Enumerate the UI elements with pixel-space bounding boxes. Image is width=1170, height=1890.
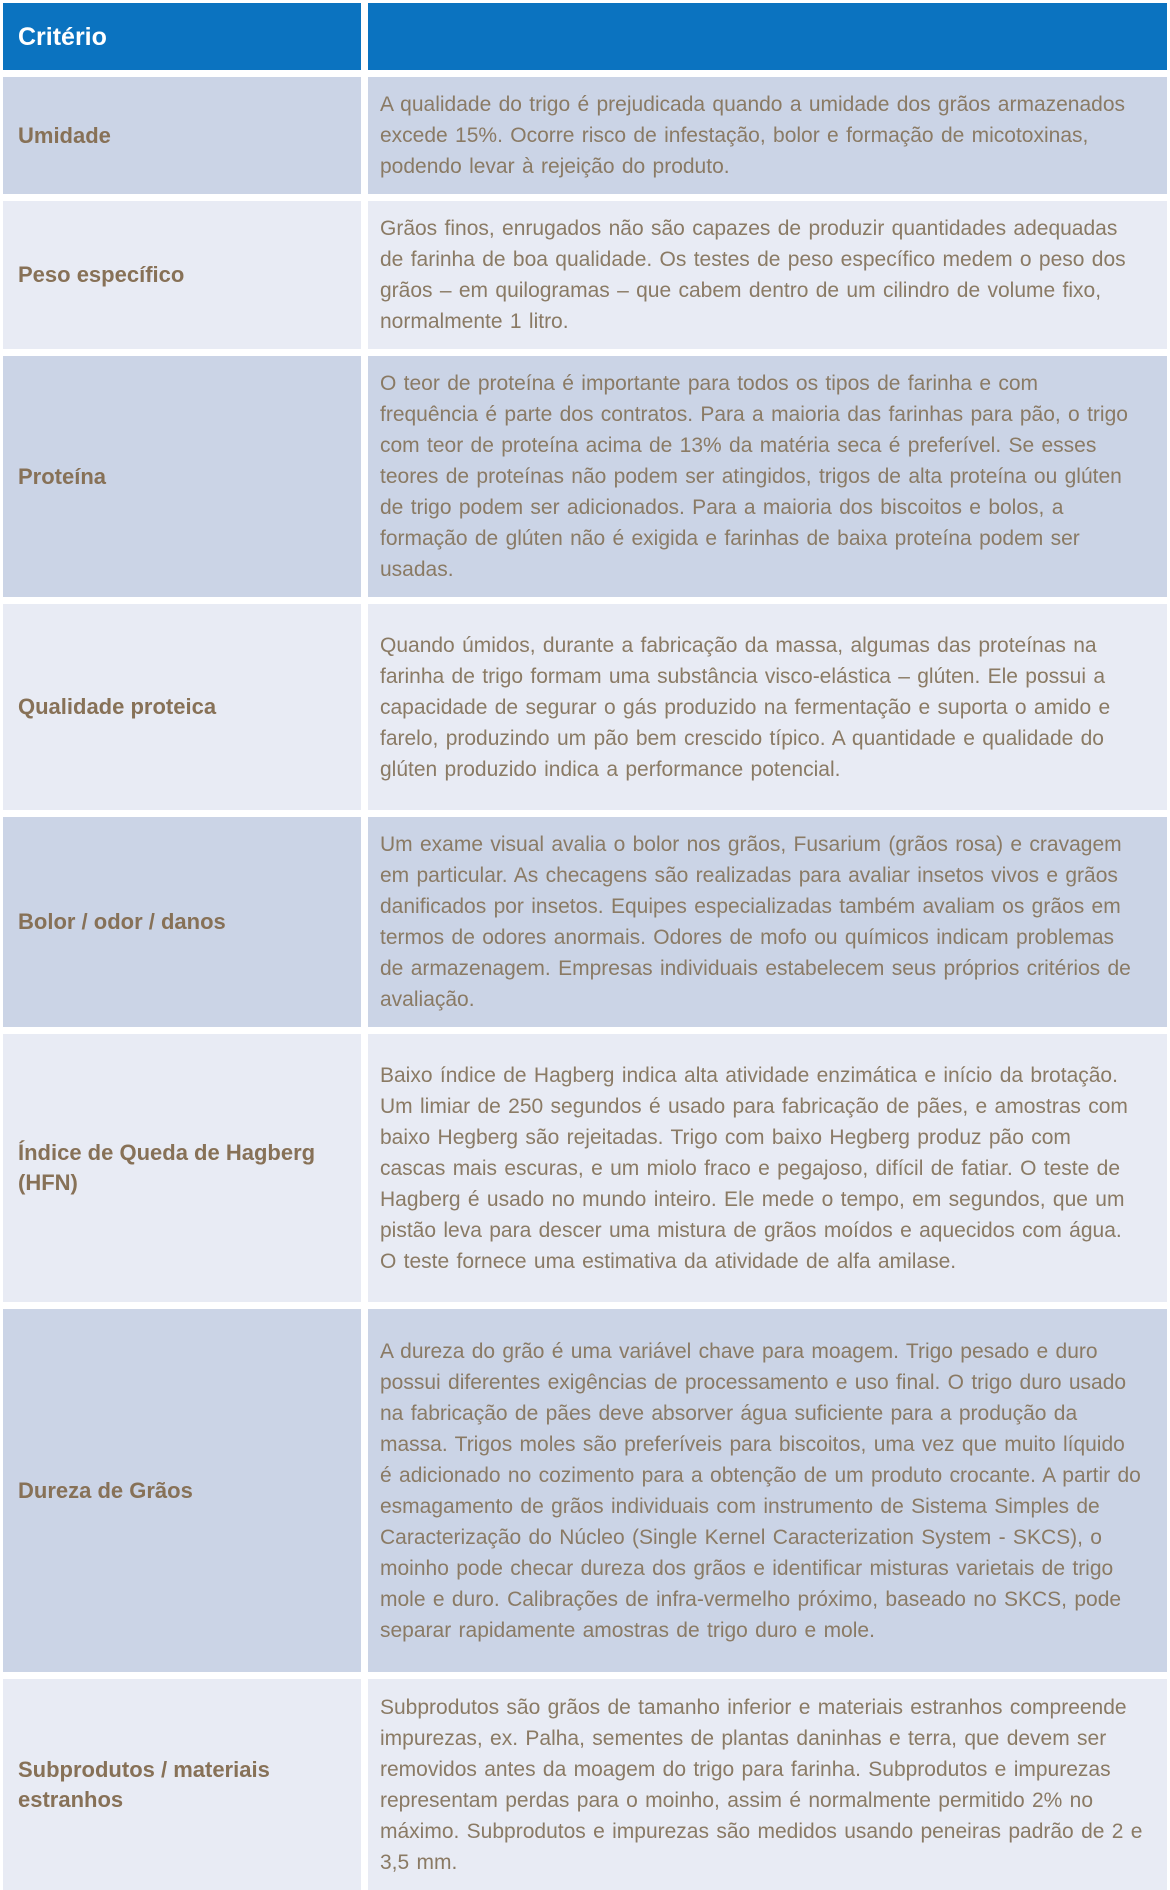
criterion-label: Peso específico xyxy=(18,262,185,287)
table-row xyxy=(3,1034,1167,1302)
table-row xyxy=(3,77,1167,194)
criterion-cell xyxy=(3,604,361,810)
description-text: A dureza do grão é uma variável chave para moagem. Trigo pesado e duro possui diferentes exigências de processamento e uso final. O trigo duro usado na fabricação de pães deve absorver água suficiente para a produção da massa. Trigos moles são preferíveis para biscoitos, uma vez que muito líquido é adicionado no cozimento para a obtenção de um produto crocante. A partir do esmagamento de grãos individuais com instrumento de Sistema Simples de Caracterização do Núcleo (Single Kernel Caracterization System - SKCS), o moinho pode checar dureza dos grãos e identificar misturas varietais de trigo mole e duro. Calibrações de infra-vermelho próximo, baseado no SKCS, pode separar rapidamente amostras de trigo duro e mole. xyxy=(380,1339,1141,1642)
description-cell xyxy=(368,817,1167,1027)
criterion-cell xyxy=(3,1679,361,1890)
criterion-cell xyxy=(3,817,361,1027)
criterion-cell xyxy=(3,201,361,349)
header-criterion-label: Critério xyxy=(18,22,107,51)
description-cell xyxy=(368,604,1167,810)
table-row xyxy=(3,201,1167,349)
criterion-label: Proteína xyxy=(18,463,107,489)
table-row xyxy=(3,1309,1167,1672)
table-header-row xyxy=(3,3,1167,70)
header-description-cell xyxy=(368,3,1167,70)
table-row xyxy=(3,1679,1167,1890)
criterion-label: Umidade xyxy=(18,122,111,148)
description-text: A qualidade do trigo é prejudicada quando a umidade dos grãos armazenados excede 15%. Ocorre risco de infestação, bolor e formação de micotoxinas, podendo levar à rejeição do produto. xyxy=(380,93,1126,178)
description-text: O teor de proteína é importante para todos os tipos de farinha e com frequência é parte dos contratos. Para a maioria das farinhas para pão, o trigo com teor de proteína acima de 13% da matéria seca é preferível. Se esses teores de proteínas não podem ser atingidos, trigos de alta proteína ou glúten de trigo podem ser adicionados. Para a maioria dos biscoitos e bolos, a formação de glúten não é exigida e farinhas de baixa proteína podem ser usadas. xyxy=(380,372,1128,581)
criterion-label: Índice de Queda de Hagberg (HFN) xyxy=(18,1140,316,1195)
description-text: Um exame visual avalia o bolor nos grãos, Fusarium (grãos rosa) e cravagem em particular. As checagens são realizadas para avaliar insetos vivos e grãos danificados por insetos. Equipes especializadas também avaliam os grãos em termos de odores anormais. Odores de mofo ou químicos indicam problemas de armazenagem. Empresas individuais estabelecem seus próprios critérios de avaliação. xyxy=(380,833,1131,1011)
description-cell xyxy=(368,1309,1167,1672)
description-text: Grãos finos, enrugados não são capazes de produzir quantidades adequadas de farinha de boa qualidade. Os testes de peso específico medem o peso dos grãos – em quilogramas – que cabem dentro de um cilindro de volume fixo, normalmente 1 litro. xyxy=(380,217,1126,333)
header-criterion-cell xyxy=(3,3,361,70)
table-row xyxy=(3,356,1167,597)
table-row xyxy=(3,817,1167,1027)
table-row xyxy=(3,604,1167,810)
description-cell xyxy=(368,201,1167,349)
criterion-label: Subprodutos / materiais estranhos xyxy=(18,1756,270,1812)
criterion-cell xyxy=(3,77,361,194)
description-text: Quando úmidos, durante a fabricação da massa, algumas das proteínas na farinha de trigo formam uma substância visco-elástica – glúten. Ele possui a capacidade de segurar o gás produzido na fermentação e suporta o amido e farelo, produzindo um pão bem crescido típico. A quantidade e qualidade do glúten produzido indica a performance potencial. xyxy=(380,633,1111,781)
criterion-cell xyxy=(3,1309,361,1672)
description-text: Subprodutos são grãos de tamanho inferior e materiais estranhos compreende impurezas, ex. Palha, sementes de plantas daninhas e terra, que devem ser removidos antes da moagem do trigo para farinha. Subprodutos e impurezas representam perdas para o moinho, assim é normalmente permitido 2% no máximo. Subprodutos e impurezas são medidos usando peneiras padrão de 2 e 3,5 mm. xyxy=(380,1695,1143,1874)
description-cell xyxy=(368,356,1167,597)
criterion-cell xyxy=(3,1034,361,1302)
criterion-label: Qualidade proteica xyxy=(18,694,217,719)
criterion-label: Dureza de Grãos xyxy=(18,1477,193,1503)
description-text: Baixo índice de Hagberg indica alta atividade enzimática e início da brotação. Um limiar de 250 segundos é usado para fabricação de pães, e amostras com baixo Hegberg são rejeitadas. Trigo com baixo Hegberg produz pão com cascas mais escuras, e um miolo fraco e pegajoso, difícil de fatiar. O teste de Hagberg é usado no mundo inteiro. Ele mede o tempo, em segundos, que um pistão leva para descer uma mistura de grãos moídos e aquecidos com água. O teste fornece uma estimativa da atividade de alfa amilase. xyxy=(380,1063,1128,1273)
description-cell xyxy=(368,1034,1167,1302)
description-cell xyxy=(368,77,1167,194)
description-cell xyxy=(368,1679,1167,1890)
criterion-cell xyxy=(3,356,361,597)
criterion-label: Bolor / odor / danos xyxy=(18,909,226,934)
